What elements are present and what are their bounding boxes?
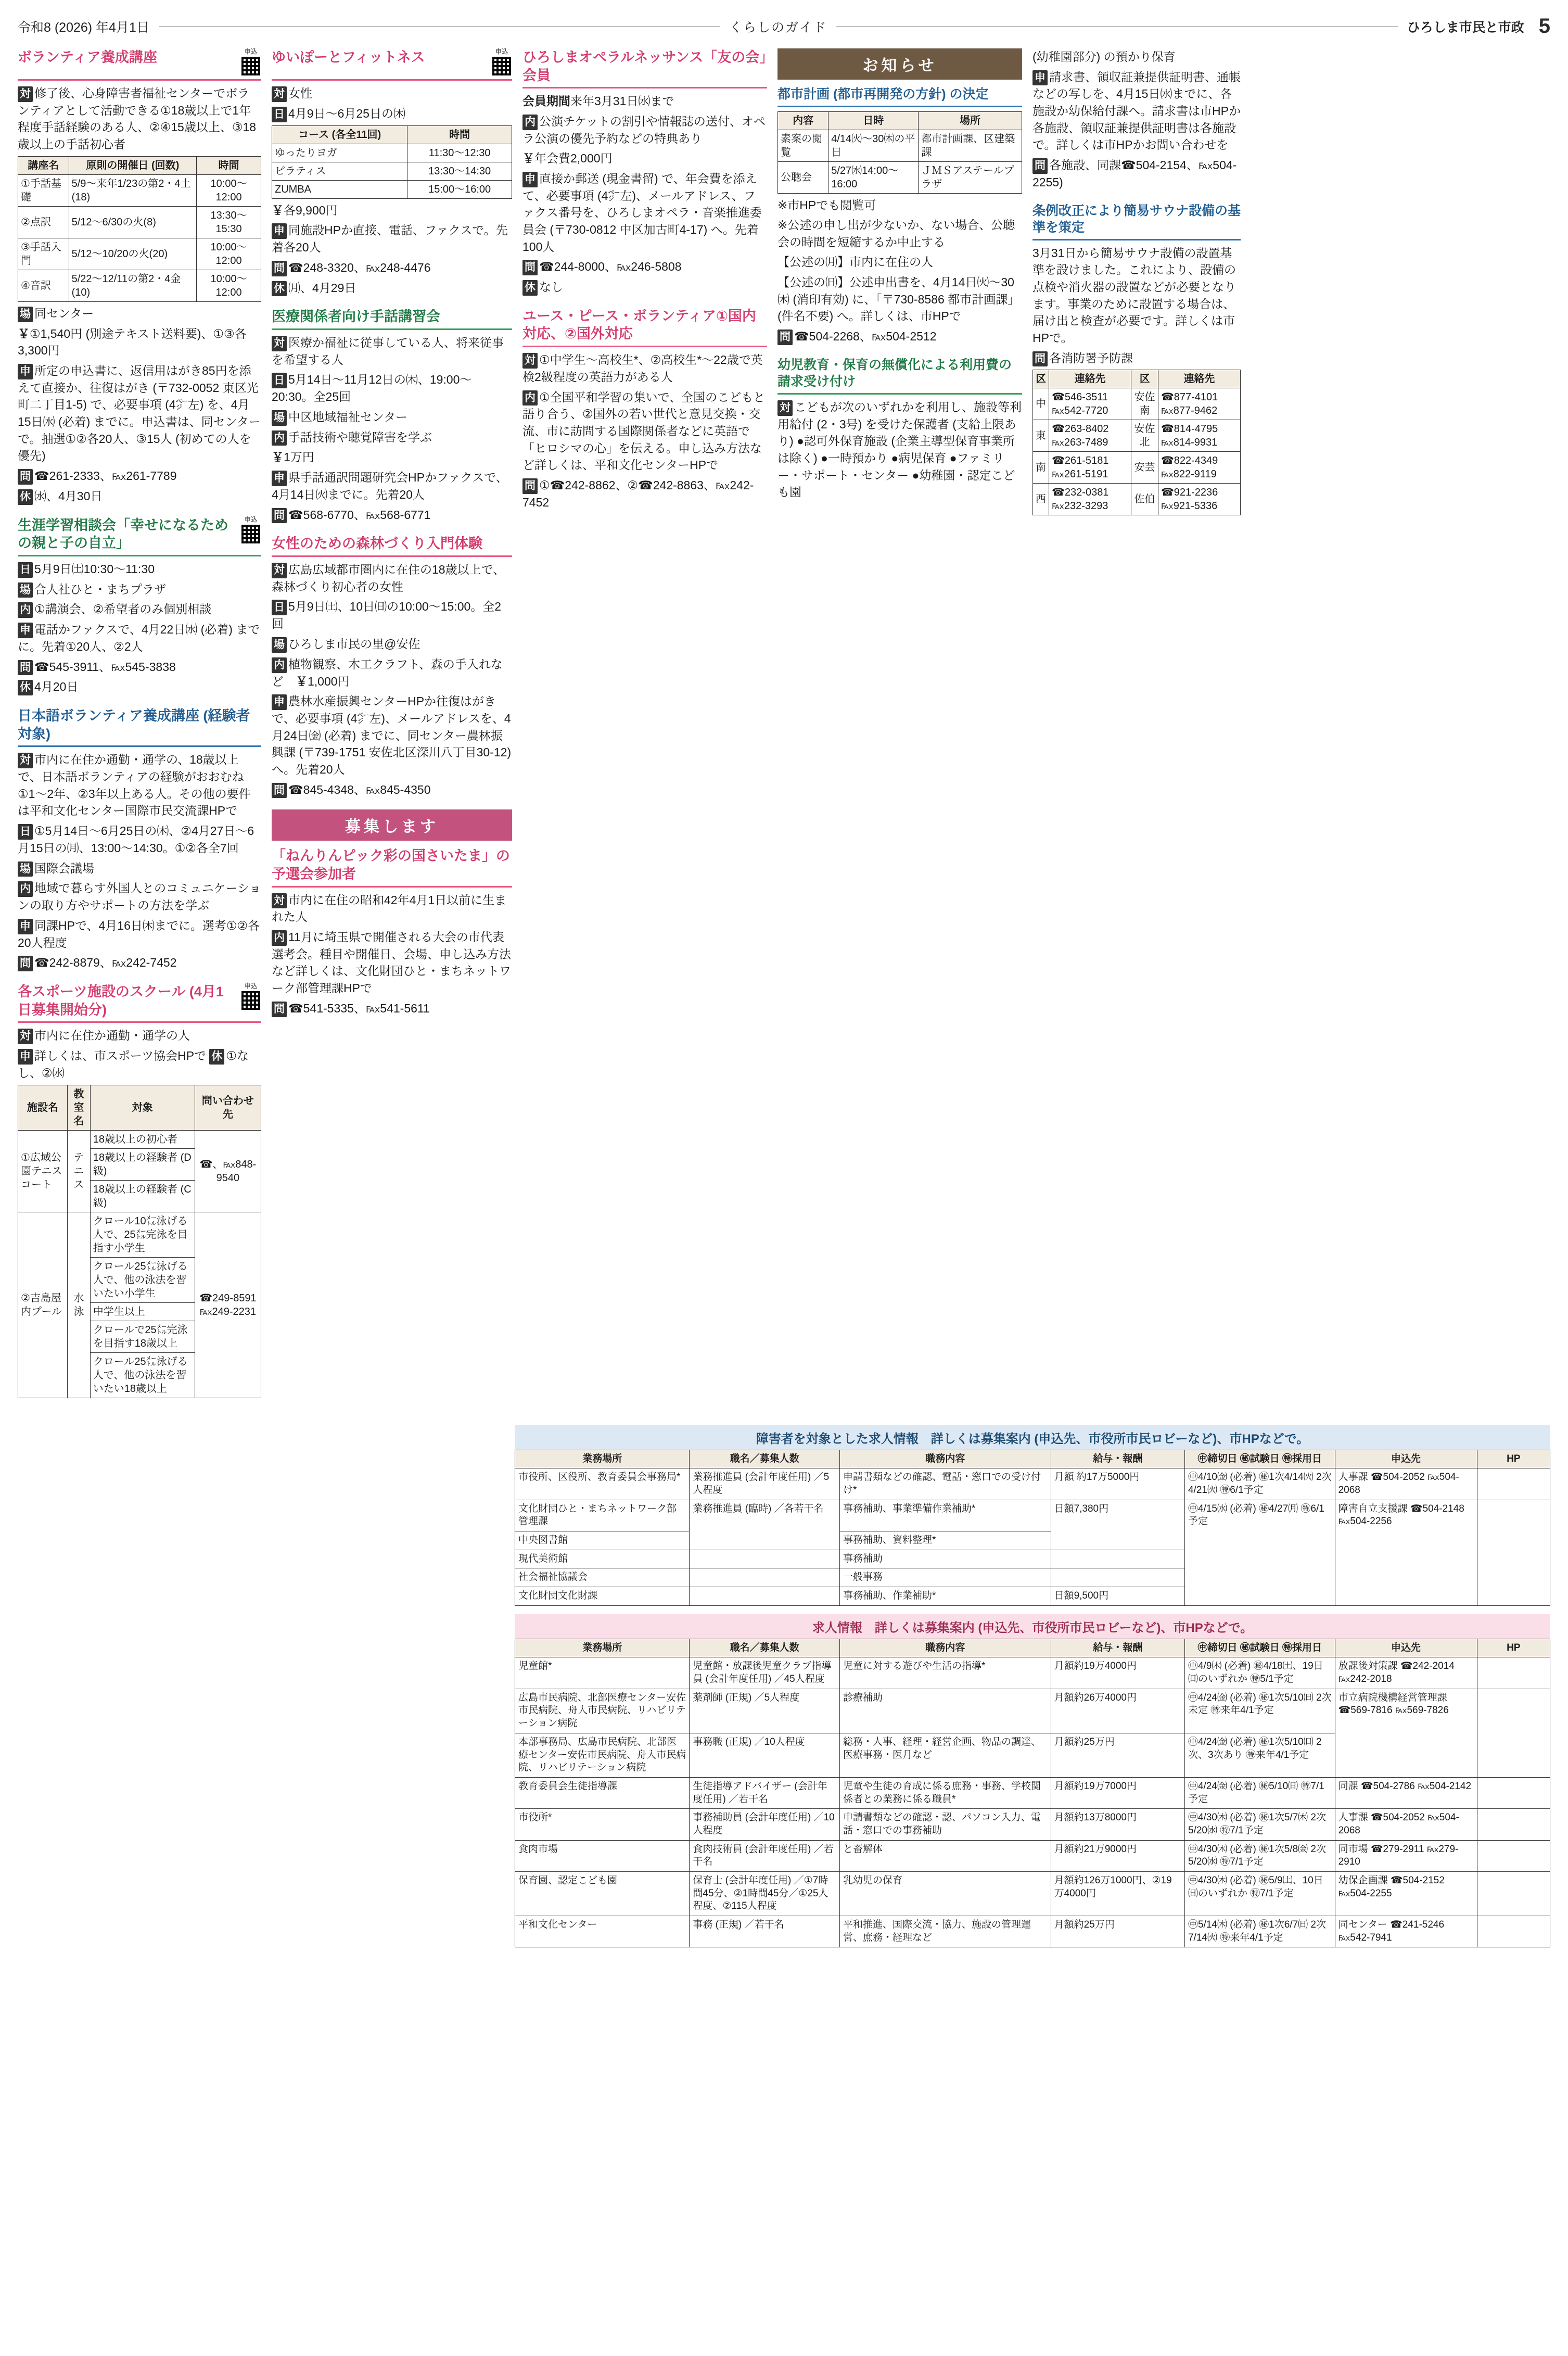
contact-text: 各施設、同課☎504-2154、℻504-2255) xyxy=(1032,158,1237,189)
contact-text: ☎545-3911、℻545-3838 xyxy=(34,660,176,674)
jobs-general-table: 業務場所 職名／募集人数 職務内容 給与・報酬 ㊥締切日 ㊙試験日 ㊕採用日 申込先 HP 児童館* 児童館・放課後児童クラブ指導員 (会計年度任用) ／45人程度 児童に対する遊びや生活の指導* 月額約19万4000円 ㊥4/9㈭ (必着) ㊙4/18㈯、19日㈰のいずれか ㊕5/1予定 放課後対策課 ☎242-2014 ℻242-2018 広島市民病院、北部医療センター安佐市民病院、舟入市民病院、リハビリテーション病院 薬剤師 (正規) ／5人程度 診療補助 月額約26万4000円 ㊥4/24㈮ (必着) ㊙1次5/10㈰ 2次未定 ㊕来年4/1予定 市立病院機構経営管理課 ☎569-7816 ℻569-7826 本部事務局、広島市民病院、北部医療センター安佐市民病院、舟入市民病院、リハビリテーション病院 事務職 (正規) ／10人程度 総務・人事、経理・経営企画、物品の調達、医療事務・医月など 月額約25万円 ㊥4/24㈮ (必着) ㊙1次5/10㈰ 2次、3次あり ㊕来年4/1予定 教育委員会生徒指導課 生徒指導アドバイザー (会計年度任用) ／若干名 児童や生徒の育成に係る庶務・事務、学校関係者との業務に係る職員* 月額約19万7000円 ㊥4/24㈮ (必着) ㊙5/10㈰ ㊕7/1予定 同課 ☎504-2786 ℻504-2142 市役所* 事務補助員 (会計年度任用) ／10人程度 申請書類などの確認・認、パソコン入力、電話・窓口での事務補助 月額約13万8000円 ㊥4/30㈭ (必着) ㊙1次5/7㈭ 2次5/20㈬ ㊕7/1予定 人事課 ☎504-2052 ℻504-2068 食肉市場 食肉技術員 (会計年度任用) ／若干名 と畜解体 月額約21万9000円 ㊥4/30㈭ (必着) ㊙1次5/8㈮ 2次5/20㈬ ㊕7/1予定 同市場 ☎279-2911 ℻279-2910 保育園、認定こども園 保育士 (会計年度任用) ／①7時間45分、②1時間45分／①25人程度、②115人程度 乳幼児の保育 月額約126万1000円、②19万4000円 ㊥4/30㈭ (必着) ㊙5/9㈯、10日㈰のいずれか ㊕7/1予定 幼保企画課 ☎504-2152 ℻504-2255 平和文化センター 事務 (正規) ／若干名 平和推進、国際交流・協力、施設の管理運営、庶務・経理など 月額約25万円 ㊥5/14㈭ (必着) ㊙1次6/7㈰ 2次7/14㈫ ㊕来年4/1予定 同センター ☎241-5246 ℻542-7941 xyxy=(515,1639,1550,1948)
place-label: 場 xyxy=(18,862,33,877)
article-title: 都市計画 (都市再開発の方針) の決定 xyxy=(777,86,1022,107)
qr-code-block xyxy=(240,983,261,1011)
date-label: 日 xyxy=(272,107,287,122)
column-2 xyxy=(272,48,512,1029)
article-yuipo-fitness xyxy=(272,48,512,296)
title-text: 生涯学習相談会「幸せになるための親と子の自立」 xyxy=(18,517,228,551)
title-text: 女性のための森林づくり入門体験 xyxy=(272,536,482,552)
qr-cell[interactable] xyxy=(1477,1916,1550,1947)
table-row: 本部事務局、広島市民病院、北部医療センター安佐市民病院、舟入市民病院、リハビリテーション病院 事務職 (正規) ／10人程度 総務・人事、経理・経営企画、物品の調達、医療事務・医月など 月額約25万円 ㊥4/24㈮ (必着) ㊙1次5/10㈰ 2次、3次あり ㊕来年4/1予定 xyxy=(515,1733,1550,1777)
table-row: 社会福祉協議会 一般事務 xyxy=(515,1568,1550,1587)
contact-label: 問 xyxy=(272,261,287,276)
target-label: 対 xyxy=(272,86,287,102)
apply-label: 申 xyxy=(18,623,33,638)
apply-text: 県手話通訳問題研究会HPかファクスで、4月14日㈫までに。先着20人 xyxy=(272,471,508,501)
content-label: 内 xyxy=(18,881,33,897)
column-1 xyxy=(18,48,261,1410)
table-row: 公聴会 5/27㈬14:00〜16:00 ＪＭＳアステールプラザ xyxy=(778,161,1022,193)
fee-label: ￥ xyxy=(522,151,534,166)
table-row: 東 ☎263-8402 ℻263-7489 安佐北 ☎814-4795 ℻814-9931 xyxy=(1033,420,1241,452)
target-text: 女性 xyxy=(288,86,312,100)
th-course: 講座名 xyxy=(18,156,69,174)
article-title xyxy=(522,48,767,88)
target-label: 対 xyxy=(18,753,33,768)
article-sign-language xyxy=(272,308,512,523)
th-dates: 原則の開催日 (回数) xyxy=(69,156,197,174)
fee-label: ￥ xyxy=(272,450,284,464)
member-label: 会員期間 xyxy=(522,94,570,108)
closed-text: なし xyxy=(539,280,563,294)
jobs-general-section xyxy=(515,1614,1550,1948)
table-row: 西 ☎232-0381 ℻232-3293 佐伯 ☎921-2236 ℻921-5336 xyxy=(1033,484,1241,515)
place-label: 場 xyxy=(272,637,287,653)
target-text: 市内に在住の昭和42年4月1日以前に生まれた人 xyxy=(272,893,507,924)
apply-text: 請求書、領収証兼提供証明書、通帳などの写しを、4月15日㈬までに、各施設か幼保給付課へ。請求書は市HPか各施設、領収証兼提供証明書は各施設で。詳しくは市HPかお問い合わせを xyxy=(1032,70,1241,152)
apply-label: 申 xyxy=(18,919,33,934)
place-text: 国際会議場 xyxy=(34,861,94,875)
issue-date: 令和8 (2026) 年4月1日 xyxy=(18,20,149,35)
table-row: 保育園、認定こども園 保育士 (会計年度任用) ／①7時間45分、②1時間45分／①25人程度、②115人程度 乳幼児の保育 月額約126万1000円、②19万4000円 ㊥4/30㈭ (必着) ㊙5/9㈯、10日㈰のいずれか ㊕7/1予定 幼保企画課 ☎504-2152 ℻504-2255 xyxy=(515,1872,1550,1916)
article-city-planning xyxy=(777,86,1022,345)
content-text: 11月に埼玉県で開催される大会の市代表選考会。種目や開催日、会場、申し込み方法など詳しくは、文化財団ひと・まちネットワーク部管理課HPで xyxy=(272,930,511,995)
place-text: 同センター xyxy=(34,306,94,320)
article-title xyxy=(18,516,261,556)
table-row: 食肉市場 食肉技術員 (会計年度任用) ／若干名 と畜解体 月額約21万9000円 ㊥4/30㈭ (必着) ㊙1次5/8㈮ 2次5/20㈬ ㊕7/1予定 同市場 ☎279-2911 ℻279-2910 xyxy=(515,1840,1550,1871)
qr-code-block xyxy=(240,48,261,77)
table-row: ZUMBA 15:00〜16:00 xyxy=(272,180,512,198)
place-label: 場 xyxy=(272,410,287,426)
notice-banner: お知らせ xyxy=(777,48,1022,80)
th-time: 時間 xyxy=(197,156,261,174)
content-label: 内 xyxy=(522,115,538,130)
table-row: 教育委員会生徒指導課 生徒指導アドバイザー (会計年度任用) ／若干名 児童や生徒の育成に係る庶務・事務、学校関係者との業務に係る職員* 月額約19万7000円 ㊥4/24㈮ (必着) ㊙5/10㈰ ㊕7/1予定 同課 ☎504-2786 ℻504-2142 xyxy=(515,1777,1550,1808)
course-table xyxy=(18,156,261,302)
qr-code-block xyxy=(240,516,261,544)
main-columns xyxy=(18,48,1550,1410)
table-row: 現代美術館 事務補助 xyxy=(515,1550,1550,1568)
qr-code-icon[interactable] xyxy=(491,56,512,77)
apply-text: 農林水産振興センターHPか往復はがきで、必要事項 (4㌻左)、メールアドレスを、4月24日㈮ (必着) までに、同センター農林振興課 (〒739-1751 安佐北区深川八丁目30-12) へ。先着20人 xyxy=(272,694,512,776)
article-volunteer-course xyxy=(18,48,261,505)
closed-label: 休 xyxy=(272,281,287,297)
content-label: 内 xyxy=(272,930,287,946)
table-row: ②吉島屋内プール 水泳 クロール10㍍泳げる人で、25㍍完泳を目指す小学生 ☎249-8591 ℻249-2231 xyxy=(18,1212,261,1257)
note-4: 【公述の㈰】公述申出書を、4月14日㈫〜30㈭ (消印有効) に、「〒730-8586 都市計画課」 (件名不要) へ。詳しくは、市HPで xyxy=(777,275,1020,323)
contact-label: 問 xyxy=(272,508,287,524)
table-row: ゆったりヨガ 11:30〜12:30 xyxy=(272,144,512,162)
apply-label: 申 xyxy=(18,364,33,379)
closed-text: 4月20日 xyxy=(34,680,79,694)
contact-text: ☎541-5335、℻541-5611 xyxy=(288,1001,430,1015)
table-row: 市役所* 事務補助員 (会計年度任用) ／10人程度 申請書類などの確認・認、パソコン入力、電話・窓口での事務補助 月額約13万8000円 ㊥4/30㈭ (必着) ㊙1次5/7㈭ 2次5/20㈬ ㊕7/1予定 人事課 ☎504-2052 ℻504-2068 xyxy=(515,1809,1550,1840)
apply-label: 申 xyxy=(522,172,538,187)
qr-cell[interactable] xyxy=(1477,1872,1550,1916)
article-title: 条例改正により簡易サウナ設備の基準を策定 xyxy=(1032,202,1241,240)
contact-label: 問 xyxy=(272,783,287,799)
qr-cell[interactable] xyxy=(1477,1468,1550,1500)
apply-label: 申 xyxy=(272,694,287,710)
qr-cell[interactable] xyxy=(1477,1689,1550,1777)
table-row: 南 ☎261-5181 ℻261-5191 安芸 ☎822-4349 ℻822-9119 xyxy=(1033,452,1241,484)
article-opera-friends xyxy=(522,48,767,296)
target-label: 対 xyxy=(777,400,793,416)
closed-text: ㈬、4月30日 xyxy=(34,489,103,503)
table-row: 中 ☎546-3511 ℻542-7720 安佐南 ☎877-4101 ℻877-9462 xyxy=(1033,388,1241,420)
article-japanese-volunteer xyxy=(18,707,261,971)
note-1: ※市HPでも閲覧可 xyxy=(777,198,876,212)
table-row: クロール25㍍泳げる人で、他の泳法を習いたい18歳以上 xyxy=(18,1352,261,1398)
target-label: 対 xyxy=(18,1029,33,1044)
target-label: 対 xyxy=(18,86,33,102)
article-title: 幼児教育・保育の無償化による利用費の請求受け付け xyxy=(777,357,1022,395)
apply-text: 詳しくは、市スポーツ協会HPで xyxy=(34,1049,207,1063)
table-row: 18歳以上の経験者 (D級) xyxy=(18,1148,261,1180)
job-tables xyxy=(515,1417,1550,1948)
apply-text: 直接か郵送 (現金書留) で、年会費を添えて、必要事項 (4㌻左)、メールアドレス、ファクス番号を、ひろしまオペラ・音楽推進委員会 (〒730-0812 中区加古町4-17) へ。先着100人 xyxy=(522,171,762,254)
fire-station-table: 区 連絡先 区 連絡先 中 ☎546-3511 ℻542-7720 安佐南 ☎877-4101 ℻877-9462 東 ☎263-8402 ℻263-7489 安佐北 ☎814-4795 ℻814-9931 南 ☎261-5181 ℻261-5191 安芸 ☎822-4349 ℻822-9119 西 ☎232-0381 ℻232-3293 佐伯 ☎921-2236 ℻921-5336 xyxy=(1032,370,1241,515)
table-row: 素案の閲覧 4/14㈫〜30㈭の平日 都市計画課、区建築課 xyxy=(778,130,1022,161)
table-row: 広島市民病院、北部医療センター安佐市民病院、舟入市民病院、リハビリテーション病院 薬剤師 (正規) ／5人程度 診療補助 月額約26万4000円 ㊥4/24㈮ (必着) ㊙1次5/10㈰ 2次未定 ㊕来年4/1予定 市立病院機構経営管理課 ☎569-7816 ℻569-7826 xyxy=(515,1689,1550,1733)
closed-label: 休 xyxy=(209,1049,224,1065)
article-nenrin-pic xyxy=(272,847,512,1017)
target-label: 対 xyxy=(272,893,287,909)
column-5 xyxy=(1032,48,1241,527)
city-plan-table: 内容 日時 場所 素案の閲覧 4/14㈫〜30㈭の平日 都市計画課、区建築課 公聴会 5/27㈬14:00〜16:00 ＪＭＳアステールプラザ xyxy=(777,111,1022,194)
jobs-general-title: 求人情報 詳しくは募集案内 (申込先、市役所市民ロビーなど)、市HPなどで。 xyxy=(515,1614,1550,1639)
target-text: 広島広域都市圏内に在住の18歳以上で、森林づくり初心者の女性 xyxy=(272,562,505,593)
table-row: ①手話基礎 5/9〜来年1/23の第2・4土(18) 10:00〜12:00 xyxy=(18,174,261,206)
qr-caption: 申込 xyxy=(244,515,257,523)
article-childcare-free xyxy=(777,357,1022,501)
contact-label: 問 xyxy=(1032,158,1048,174)
continued-text: (幼稚園部分) の預かり保育 xyxy=(1032,50,1176,64)
content-text: ①全国平和学習の集いで、全国のこどもと語り合う、②国外の若い世代と意見交換・交流、市に訪問する国際関係者などに英語で「ヒロシマの心」を伝える。申し込み方法など詳しくは、平和文化センターHPで xyxy=(522,390,766,472)
apply-text: 所定の申込書に、返信用はがき85円を添えて直接か、往復はがき (〒732-0052 東区光町二丁目1-5) で、必要事項 (4㌻左) を、4月15日㈬ (必着) までに。申込書は、同センターで。抽選①②各20人、③15人 (初めての人を優先) xyxy=(18,363,261,463)
section-title: くらしのガイド xyxy=(729,20,827,35)
date-label: 日 xyxy=(18,562,33,578)
qr-cell[interactable] xyxy=(1477,1500,1550,1605)
date-text: 5月9日㈯10:30〜11:30 xyxy=(34,562,155,576)
qr-caption: 申込 xyxy=(244,48,257,55)
date-label: 日 xyxy=(272,600,287,615)
table-row: 中央図書館 事務補助、資料整理* xyxy=(515,1531,1550,1550)
article-title xyxy=(272,535,512,557)
content-text: 地域で暮らす外国人とのコミュニケーションの取り方やサポートの方法を学ぶ xyxy=(18,881,261,913)
content-label: 内 xyxy=(272,657,287,673)
title-text: ボランティア養成講座 xyxy=(18,49,157,65)
qr-cell[interactable] xyxy=(1477,1840,1550,1871)
contact-text: ☎242-8879、℻242-7452 xyxy=(34,956,177,970)
fee-label: ￥ xyxy=(296,674,308,688)
page-header xyxy=(18,15,1550,43)
title-text: ひろしまオペラルネッサンス「友の会」会員 xyxy=(522,49,767,83)
closed-label: 休 xyxy=(18,680,33,695)
target-text: 医療か福祉に従事している人、将来従事を希望する人 xyxy=(272,335,504,366)
table-row: 18歳以上の経験者 (C級) xyxy=(18,1180,261,1212)
apply-text: 電話かファクスで、4月22日㈬ (必着) までに。先着①20人、②2人 xyxy=(18,623,260,653)
job-listings-area xyxy=(18,1417,1550,1948)
title-text: ゆいぽーとフィットネス xyxy=(272,49,425,65)
article-sauna-standard xyxy=(1032,202,1241,516)
place-text: 合人社ひと・まちプラザ xyxy=(34,582,166,596)
contact-text: ①☎242-8862、②☎242-8863、℻242-7452 xyxy=(522,478,754,509)
closed-label: 休 xyxy=(522,280,538,296)
content-text: 手話技術や聴覚障害を学ぶ xyxy=(288,430,432,444)
target-text: 修了後、心身障害者福祉センターでボランティアとして活動できる①18歳以上で1年程度手話経験のある人、②④15歳以上、③18歳以上の手話初心者 xyxy=(18,86,257,151)
course-table: コース (各全11回) 時間 ゆったりヨガ 11:30〜12:30 ピラティス 13:30〜14:30 ZUMBA 15:00〜16:00 xyxy=(272,125,512,199)
note-3: 【公述の㈪】市内に在住の人 xyxy=(777,255,933,269)
content-label: 内 xyxy=(18,602,33,618)
qr-cell[interactable] xyxy=(1477,1657,1550,1689)
table-row: ②点訳 5/12〜6/30の火(8) 13:30〜15:30 xyxy=(18,206,261,238)
closed-text: ①なし、②㈬ xyxy=(18,1049,249,1080)
apply-label: 申 xyxy=(272,471,287,486)
article-title xyxy=(522,307,767,347)
place-label: 場 xyxy=(18,307,33,322)
apply-label: 申 xyxy=(272,223,287,239)
fee-text: ①1,540円 (別途テキスト送料要)、①③各3,300円 xyxy=(18,326,247,358)
target-text: 市内に在住か通勤・通学の、18歳以上で、日本語ボランティアの経験がおおむね①1〜2年、②3年以上ある人。その他の要件は平和文化センター国際市民交流課HPで xyxy=(18,753,251,818)
jobs-disability-table: 業務場所 職名／募集人数 職務内容 給与・報酬 ㊥締切日 ㊙試験日 ㊕採用日 申込先 HP 市役所、区役所、教育委員会事務局* 業務推進員 (会計年度任用) ／5人程度 申請書類などの確認、電話・窓口での受け付け* 月額 約17万5000円 ㊥4/10㈮ (必着) ㊙1次4/14㈫ 2次4/21㈫ ㊕6/1予定 人事課 ☎504-2052 ℻504-2068 文化財団ひと・まちネットワーク部管理課 業務推進員 (臨時) ／各若干名 事務補助、事業準備作業補助* 日額7,380円 ㊥4/15㈬ (必着) ㊙4/27㈪ ㊕6/1予定 障害自立支援課 ☎504-2148 ℻504-2256 中央図書館 事務補助、資料整理* 現代美術館 事務補助 社会福祉協議会 一般事務 文化財団文化財課 事務補助、作業補助* 日額9,500円 xyxy=(515,1450,1550,1606)
column-4 xyxy=(777,48,1022,512)
member-text: 来年3月31日㈬まで xyxy=(570,94,674,108)
table-row: 文化財団文化財課 事務補助、作業補助* 日額9,500円 xyxy=(515,1587,1550,1606)
contact-text: ☎845-4348、℻845-4350 xyxy=(288,782,431,796)
sports-school-table: 施設名 教室名 対象 問い合わせ先 ①広域公園テニスコート テニス 18歳以上の初心者 ☎、℻848-9540 18歳以上の経験者 (D級) 18歳以上の経験者 (C級) ②吉島屋内プール 水泳 クロール10㍍泳げる人で、25㍍完泳を目指す小学生 ☎249-8591 ℻249-2231 クロール25㍍泳げる人で、他の泳法を習いたい小学生 中学生以上 クロールで25㍍完泳を目指す18歳以上 クロール25㍍泳げる人で、他の泳法を習いたい18歳以上 xyxy=(18,1085,261,1398)
qr-code-icon[interactable] xyxy=(240,990,261,1011)
header-rule-right xyxy=(836,26,1397,27)
jobs-disability-section xyxy=(515,1425,1550,1606)
closed-label: 休 xyxy=(18,489,33,505)
place-label: 場 xyxy=(18,582,33,598)
contact-text: ☎261-2333、℻261-7789 xyxy=(34,469,177,483)
content-text: ①講演会、②希望者のみ個別相談 xyxy=(34,602,212,616)
article-title xyxy=(272,308,512,330)
content-text: 植物観察、木工クラフト、森の手入れなど xyxy=(272,657,503,688)
title-text: ユース・ピース・ボランティア①国内対応、②国外対応 xyxy=(522,308,756,342)
fee-label: ￥ xyxy=(18,326,30,340)
fee-text: 1,000円 xyxy=(308,674,350,688)
fee-text: 各9,900円 xyxy=(284,203,338,217)
article-lifelong-learning xyxy=(18,516,261,696)
article-title xyxy=(18,48,261,81)
target-line xyxy=(18,85,261,153)
contact-text: ☎568-6770、℻568-6771 xyxy=(288,508,431,522)
body-text: 3月31日から簡易サウナ設備の設置基準を設けました。これにより、設備の点検や消火器の設置などが必要となります。事業のために設置する場合は、届け出と検査が必要です。詳しくは市HPで。 xyxy=(1032,246,1236,345)
table-row: クロール25㍍泳げる人で、他の泳法を習いたい小学生 xyxy=(18,1257,261,1302)
date-text: ①5月14日〜6月25日の㈭、②4月27日〜6月15日の㈪、13:00〜14:30。①②各全7回 xyxy=(18,824,254,855)
article-title xyxy=(18,983,261,1023)
apply-label: 申 xyxy=(18,1049,33,1065)
qr-caption: 申込 xyxy=(244,982,257,990)
apply-text: 同施設HPか直接、電話、ファクスで。先着各20人 xyxy=(272,223,508,255)
table-row: ピラティス 13:30〜14:30 xyxy=(272,162,512,180)
qr-cell[interactable] xyxy=(1477,1777,1550,1808)
date-text: 4月9日〜6月25日の㈭ xyxy=(288,106,405,120)
qr-cell[interactable] xyxy=(1477,1809,1550,1840)
recruit-banner: 募集します xyxy=(272,809,512,841)
date-text: 5月14日〜11月12日の㈭、19:00〜20:30。全25回 xyxy=(272,373,472,404)
closed-text: ㈪、4月29日 xyxy=(288,281,356,295)
table-row: クロールで25㍍完泳を目指す18歳以上 xyxy=(18,1321,261,1352)
page-number: 5 xyxy=(1538,15,1550,37)
target-label: 対 xyxy=(272,336,287,351)
target-text: ①中学生〜高校生*、②高校生*〜22歳で英検2級程度の英語力がある人 xyxy=(522,353,763,384)
contact-text: ☎244-8000、℻246-5808 xyxy=(539,260,682,274)
article-forest-experience xyxy=(272,535,512,798)
publication-title: ひろしま市民と市政 xyxy=(1407,20,1524,35)
title-text: 医療関係者向け手話講習会 xyxy=(272,309,440,325)
article-title xyxy=(272,48,512,81)
qr-code-block xyxy=(491,48,512,77)
article-title xyxy=(18,707,261,747)
date-label: 日 xyxy=(272,373,287,388)
target-text: こどもが次のいずれかを利用し、施設等利用給付 (2・3号) を受けた保護者 (支給上限あり) ●認可外保育施設 (企業主導型保育事業所は除く) ●一時預かり ●病児保育 ●ファミリー・サポート・センター ●幼稚園・認定こども園 xyxy=(777,400,1022,499)
article-sports-school xyxy=(18,983,261,1398)
title-text: 「ねんりんピック彩の国さいたま」の予選会参加者 xyxy=(272,848,510,882)
contact-label: 問 xyxy=(272,1002,287,1017)
target-text: 市内に在住か通勤・通学の人 xyxy=(34,1029,190,1043)
fee-label: ￥ xyxy=(272,203,284,217)
table-row: ④音訳 5/22〜12/11の第2・4金(10) 10:00〜12:00 xyxy=(18,270,261,301)
contact-text: ☎248-3320、℻248-4476 xyxy=(288,260,431,274)
date-text: 5月9日㈯、10日㈰の10:00〜15:00。全2回 xyxy=(272,600,502,631)
table-row: ①広域公園テニスコート テニス 18歳以上の初心者 ☎、℻848-9540 xyxy=(18,1130,261,1148)
fee-text: 1万円 xyxy=(284,450,314,464)
content-text: 公演チケットの割引や情報誌の送付、オペラ公演の優先予約などの特典あり xyxy=(522,114,766,145)
target-label: 対 xyxy=(272,563,287,578)
table-row: 文化財団ひと・まちネットワーク部管理課 業務推進員 (臨時) ／各若干名 事務補助、事業準備作業補助* 日額7,380円 ㊥4/15㈬ (必着) ㊙4/27㈪ ㊕6/1予定 障害自立支援課 ☎504-2148 ℻504-2256 xyxy=(515,1500,1550,1531)
title-text: 各スポーツ施設のスクール (4月1日募集開始分) xyxy=(18,984,224,1018)
place-text: 中区地域福祉センター xyxy=(288,410,408,424)
title-text: 日本語ボランティア養成講座 (経験者対象) xyxy=(18,708,250,742)
contact-label: 問 xyxy=(522,260,538,275)
jobs-disability-title: 障害者を対象とした求人情報 詳しくは募集案内 (申込先、市役所市民ロビーなど)、市HPなどで。 xyxy=(515,1425,1550,1450)
contact-label: 問 xyxy=(522,478,538,494)
table-row: ③手話入門 5/12〜10/20の火(20) 10:00〜12:00 xyxy=(18,238,261,270)
article-youth-peace-volunteer xyxy=(522,307,767,511)
qr-caption: 申込 xyxy=(495,48,508,55)
table-row: 平和文化センター 事務 (正規) ／若干名 平和推進、国際交流・協力、施設の管理運営、庶務・経理など 月額約25万円 ㊥5/14㈭ (必着) ㊙1次6/7㈰ 2次7/14㈫ ㊕来年4/1予定 同センター ☎241-5246 ℻542-7941 xyxy=(515,1916,1550,1947)
qr-code-icon[interactable] xyxy=(240,56,261,77)
article-title xyxy=(272,847,512,887)
target-label: 対 xyxy=(522,353,538,369)
column-3 xyxy=(522,48,767,522)
place-text: ひろしま市民の里@安佐 xyxy=(288,637,420,651)
contact-label: 問 xyxy=(18,469,33,485)
date-label: 日 xyxy=(18,824,33,840)
fee-text: 年会費2,000円 xyxy=(534,151,613,166)
contact-label: 問 xyxy=(1032,351,1048,367)
table-row: 市役所、区役所、教育委員会事務局* 業務推進員 (会計年度任用) ／5人程度 申請書類などの確認、電話・窓口での受け付け* 月額 約17万5000円 ㊥4/10㈮ (必着) ㊙1次4/14㈫ 2次4/21㈫ ㊕6/1予定 人事課 ☎504-2052 ℻504-2068 xyxy=(515,1468,1550,1500)
contact-label: 問 xyxy=(777,330,793,345)
contact-label: 問 xyxy=(18,956,33,971)
content-label: 内 xyxy=(272,430,287,446)
apply-label: 申 xyxy=(1032,70,1048,86)
contact-text: 各消防署予防課 xyxy=(1049,351,1133,365)
table-row: 児童館* 児童館・放課後児童クラブ指導員 (会計年度任用) ／45人程度 児童に対する遊びや生活の指導* 月額約19万4000円 ㊥4/9㈭ (必着) ㊙4/18㈯、19日㈰のいずれか ㊕5/1予定 放課後対策課 ☎242-2014 ℻242-2018 xyxy=(515,1657,1550,1689)
content-label: 内 xyxy=(522,390,538,406)
qr-code-icon[interactable] xyxy=(240,524,261,544)
article-kindergarten-continued xyxy=(1032,48,1241,191)
header-rule-left xyxy=(159,26,720,27)
apply-text: 同課HPで、4月16日㈭までに。選考①②各20人程度 xyxy=(18,918,260,949)
contact-label: 問 xyxy=(18,660,33,676)
table-row: 中学生以上 xyxy=(18,1302,261,1321)
note-2: ※公述の申し出が少ないか、ない場合、公聴会の時間を短縮するか中止する xyxy=(777,218,1015,249)
contact-text: ☎504-2268、℻504-2512 xyxy=(794,330,937,344)
